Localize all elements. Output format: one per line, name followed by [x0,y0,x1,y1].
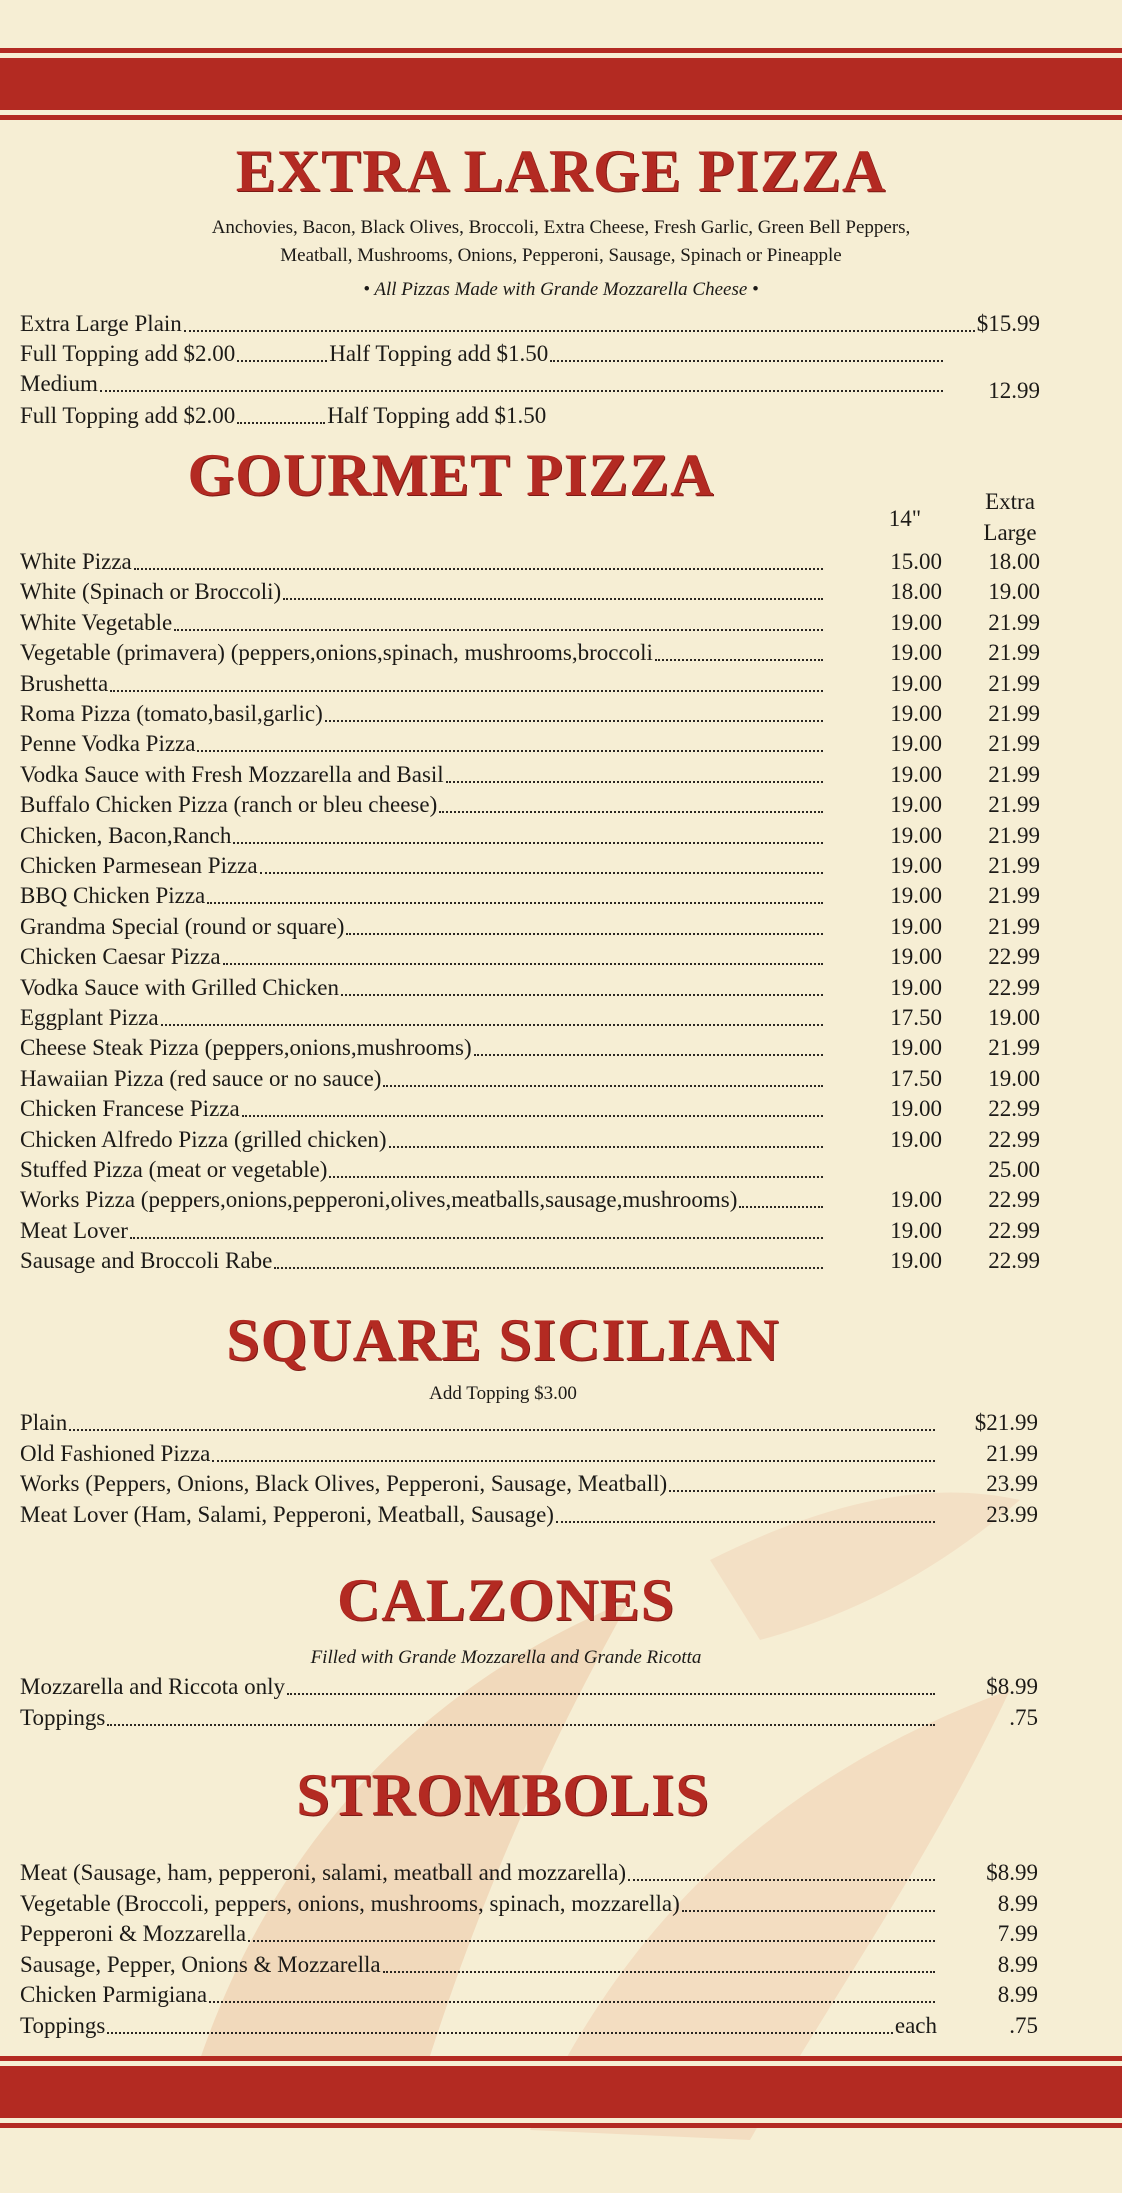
medium-half-topping: Half Topping add $1.50 [327,403,547,428]
stromboli-item-name: Sausage, Pepper, Onions & Mozzarella [20,1952,381,1977]
leader-dots [283,598,823,600]
gourmet-item-name: Chicken Alfredo Pizza (grilled chicken) [20,1127,387,1152]
leader-dots [107,2032,893,2034]
stromboli-item-name: Meat (Sausage, ham, pepperoni, salami, meatball and mozzarella) [20,1860,627,1885]
calzone-item-name: Mozzarella and Riccota only [20,1674,286,1699]
gourmet-price-xl: 22.99 [988,1127,1040,1152]
gourmet-item-row [20,821,825,851]
gourmet-item-row [20,1003,825,1033]
medium-topping-row [20,401,720,431]
calzone-item-row [20,1672,937,1702]
gourmet-price-xl: 22.99 [988,1187,1040,1212]
gourmet-price-xl: 21.99 [988,610,1040,635]
leader-dots [233,842,823,844]
gourmet-price-14: 19.00 [890,1187,942,1212]
bottom-red-band [0,2056,1122,2128]
gourmet-price-xl: 22.99 [988,1096,1040,1121]
gourmet-item-name: Hawaiian Pizza (red sauce or no sauce) [20,1066,382,1091]
gourmet-item-row [20,760,825,790]
gourmet-price-xl: 18.00 [988,549,1040,574]
gourmet-price-xl: 21.99 [988,823,1040,848]
gourmet-price-xl: 21.99 [988,671,1040,696]
leader-dots [341,994,823,996]
stromboli-item-row [20,1889,937,1919]
gourmet-price-xl: 21.99 [988,701,1040,726]
gourmet-item-row [20,1216,825,1246]
gourmet-item-name: Meat Lover [20,1218,128,1243]
gourmet-price-xl: 21.99 [988,1035,1040,1060]
gourmet-item-name: Vegetable (primavera) (peppers,onions,spinach, mushrooms,broccoli [20,640,653,665]
medium-label: Medium [20,371,98,396]
sicilian-item-name: Old Fashioned Pizza [20,1441,211,1466]
stromboli-item-row [20,1980,937,2010]
stromboli-item-price: 8.99 [997,1891,1038,1916]
leader-dots [383,1085,823,1087]
gourmet-price-14: 19.00 [890,1035,942,1060]
toppings-list-line-2: Meatball, Mushrooms, Onions, Pepperoni, Sausage, Spinach or Pineapple [280,245,842,266]
gourmet-item-name: Eggplant Pizza [20,1005,159,1030]
calzone-item-row [20,1703,937,1733]
gourmet-price-14: 17.50 [890,1005,942,1030]
sicilian-item-row [20,1439,937,1469]
gourmet-item-row [20,1125,825,1155]
gourmet-item-name: Chicken Caesar Pizza [20,944,221,969]
gourmet-item-row [20,547,825,577]
gourmet-price-14: 19.00 [890,883,942,908]
sicilian-item-row [20,1408,937,1438]
gourmet-item-name: Roma Pizza (tomato,basil,garlic) [20,701,323,726]
leader-dots [346,933,823,935]
stromboli-item-price: 8.99 [997,1982,1038,2007]
gourmet-price-xl: 25.00 [988,1157,1040,1182]
leader-dots [655,659,823,661]
gourmet-item-name: White (Spinach or Broccoli) [20,579,282,604]
gourmet-item-row [20,669,825,699]
leader-dots [474,1054,823,1056]
leader-dots [69,1429,935,1431]
gourmet-price-14: 19.00 [890,944,942,969]
leader-dots [161,1024,823,1026]
medium-full-topping: Full Topping add $2.00 [20,403,236,428]
gourmet-price-14: 17.50 [890,1066,942,1091]
stromboli-item-row [20,2011,937,2041]
extra-large-pizza-title: EXTRA LARGE PIZZA [235,138,887,204]
gourmet-price-xl: 19.00 [988,1005,1040,1030]
gourmet-item-name: Chicken Parmesean Pizza [20,853,258,878]
sicilian-item-name: Works (Peppers, Onions, Black Olives, Pepperoni, Sausage, Meatball) [20,1471,668,1496]
gourmet-item-row [20,577,825,607]
gourmet-price-14: 19.00 [890,914,942,939]
stromboli-item-price: $8.99 [986,1860,1038,1885]
gourmet-item-row [20,608,825,638]
gourmet-item-row [20,790,825,820]
gourmet-price-xl: 21.99 [988,883,1040,908]
gourmet-pizza-title: GOURMET PIZZA [187,442,715,508]
gourmet-price-xl: 19.00 [988,579,1040,604]
gourmet-price-14: 15.00 [890,549,942,574]
strombolis-title: STROMBOLIS [296,1762,710,1828]
col-xl-header-line1: Extra [985,489,1035,514]
gourmet-price-14: 19.00 [890,701,942,726]
gourmet-price-14: 19.00 [890,610,942,635]
gourmet-item-row [20,1155,825,1185]
stromboli-item-price: 7.99 [997,1921,1038,1946]
medium-row [20,369,945,399]
gourmet-item-name: White Vegetable [20,610,173,635]
col-xl-header-line2: Large [983,520,1037,545]
calzones-title: CALZONES [336,1567,676,1633]
mozzarella-note: • All Pizzas Made with Grande Mozzarella Cheese • [363,279,759,300]
leader-dots [325,720,823,722]
leader-dots [110,690,823,692]
stromboli-item-row [20,1919,937,1949]
gourmet-item-row [20,1246,825,1276]
gourmet-item-row [20,912,825,942]
gourmet-item-row [20,973,825,1003]
gourmet-item-row [20,942,825,972]
leader-dots [130,1237,823,1239]
gourmet-item-name: Penne Vodka Pizza [20,731,196,756]
stromboli-item-row [20,1858,937,1888]
stromboli-item-name: Chicken Parmigiana [20,1982,208,2007]
gourmet-item-name: BBQ Chicken Pizza [20,883,206,908]
gourmet-price-14: 19.00 [890,731,942,756]
top-red-band [0,48,1122,120]
leader-dots [389,1146,823,1148]
leader-dots [274,1267,823,1269]
gourmet-item-name: Vodka Sauce with Fresh Mozzarella and Basil [20,762,444,787]
leader-dots [739,1206,823,1208]
gourmet-price-xl: 21.99 [988,914,1040,939]
gourmet-item-row [20,1185,825,1215]
leader-dots [329,1176,823,1178]
sicilian-subtitle: Add Topping $3.00 [429,1383,577,1404]
leader-dots [260,872,823,874]
gourmet-item-name: Cheese Steak Pizza (peppers,onions,mushrooms) [20,1035,472,1060]
sicilian-item-name: Plain [20,1410,68,1435]
stromboli-item-name: Toppings [20,2013,106,2038]
gourmet-price-xl: 21.99 [988,853,1040,878]
gourmet-price-xl: 22.99 [988,1248,1040,1273]
leader-dots [209,2001,935,2003]
calzone-item-price: $8.99 [986,1674,1038,1699]
xl-topping-row [20,339,945,369]
gourmet-price-xl: 21.99 [988,731,1040,756]
gourmet-price-xl: 21.99 [988,792,1040,817]
gourmet-price-xl: 19.00 [988,1066,1040,1091]
gourmet-item-row [20,699,825,729]
leader-dots [628,1879,935,1881]
xl-plain-row [20,309,1040,339]
gourmet-item-name: Buffalo Chicken Pizza (ranch or bleu cheese) [20,792,438,817]
gourmet-item-row [20,1033,825,1063]
leader-dots [242,1115,823,1117]
leader-dots [669,1490,935,1492]
sicilian-item-price: 23.99 [986,1502,1038,1527]
gourmet-price-14: 19.00 [890,1127,942,1152]
gourmet-price-14: 19.00 [890,640,942,665]
gourmet-price-14: 18.00 [890,579,942,604]
gourmet-price-14: 19.00 [890,792,942,817]
leader-dots [682,1910,935,1912]
sicilian-item-row [20,1500,937,1530]
gourmet-item-name: Grandma Special (round or square) [20,914,345,939]
sicilian-item-price: 21.99 [986,1441,1038,1466]
stromboli-item-row [20,1950,937,1980]
gourmet-item-name: Works Pizza (peppers,onions,pepperoni,olives,meatballs,sausage,mushrooms) [20,1187,738,1212]
gourmet-price-14: 19.00 [890,853,942,878]
gourmet-item-name: Brushetta [20,671,109,696]
leader-dots [207,902,823,904]
gourmet-price-xl: 22.99 [988,1218,1040,1243]
gourmet-price-14: 19.00 [890,671,942,696]
leader-dots [107,1724,935,1726]
gourmet-item-name: White Pizza [20,549,132,574]
gourmet-price-14: 19.00 [890,1218,942,1243]
sicilian-item-price: 23.99 [986,1471,1038,1496]
stromboli-item-name: Pepperoni & Mozzarella [20,1921,247,1946]
square-sicilian-title: SQUARE SICILIAN [226,1307,780,1373]
leader-dots [383,1971,935,1973]
gourmet-item-name: Chicken Francese Pizza [20,1096,240,1121]
leader-dots [174,629,823,631]
stromboli-item-suffix: each [894,2013,937,2038]
leader-dots [212,1460,935,1462]
leader-dots [248,1940,935,1942]
toppings-list-line-1: Anchovies, Bacon, Black Olives, Broccoli, Extra Cheese, Fresh Garlic, Green Bell Peppers, [211,217,911,238]
gourmet-item-name: Stuffed Pizza (meat or vegetable) [20,1157,328,1182]
leader-dots [223,963,823,965]
medium-price: 12.99 [988,378,1040,403]
leader-dots [287,1693,935,1695]
gourmet-price-xl: 21.99 [988,640,1040,665]
xl-full-topping: Full Topping add $2.00 [20,341,236,366]
gourmet-price-xl: 22.99 [988,975,1040,1000]
gourmet-price-xl: 22.99 [988,944,1040,969]
gourmet-item-row [20,638,825,668]
gourmet-price-14: 19.00 [890,823,942,848]
gourmet-item-name: Sausage and Broccoli Rabe [20,1248,273,1273]
leader-dots [556,1521,935,1523]
calzone-item-price: .75 [1009,1705,1038,1730]
leader-dots [439,811,823,813]
gourmet-item-name: Vodka Sauce with Grilled Chicken [20,975,339,1000]
leader-dots [446,781,823,783]
leader-dots [197,750,823,752]
gourmet-item-row [20,1094,825,1124]
gourmet-item-row [20,1064,825,1094]
gourmet-item-row [20,851,825,881]
stromboli-item-name: Vegetable (Broccoli, peppers, onions, mushrooms, spinach, mozzarella) [20,1891,680,1916]
sicilian-item-row [20,1469,937,1499]
gourmet-item-name: Chicken, Bacon,Ranch [20,823,232,848]
xl-plain-label: Extra Large Plain [20,311,182,336]
xl-half-topping: Half Topping add $1.50 [329,341,549,366]
xl-plain-price: $15.99 [976,311,1040,336]
stromboli-item-price: .75 [1009,2013,1038,2038]
gourmet-price-14: 19.00 [890,1248,942,1273]
gourmet-price-14: 19.00 [890,975,942,1000]
gourmet-price-xl: 21.99 [988,762,1040,787]
stromboli-item-price: 8.99 [997,1952,1038,1977]
leader-dots [134,568,823,570]
sicilian-item-price: $21.99 [974,1410,1038,1435]
gourmet-price-14: 19.00 [890,1096,942,1121]
gourmet-item-row [20,729,825,759]
sicilian-item-name: Meat Lover (Ham, Salami, Pepperoni, Meatball, Sausage) [20,1502,554,1527]
gourmet-item-row [20,881,825,911]
gourmet-price-14: 19.00 [890,762,942,787]
calzone-item-name: Toppings [20,1705,106,1730]
col-14-header: 14" [888,506,922,531]
calzones-subtitle: Filled with Grande Mozzarella and Grande Ricotta [310,1647,702,1668]
